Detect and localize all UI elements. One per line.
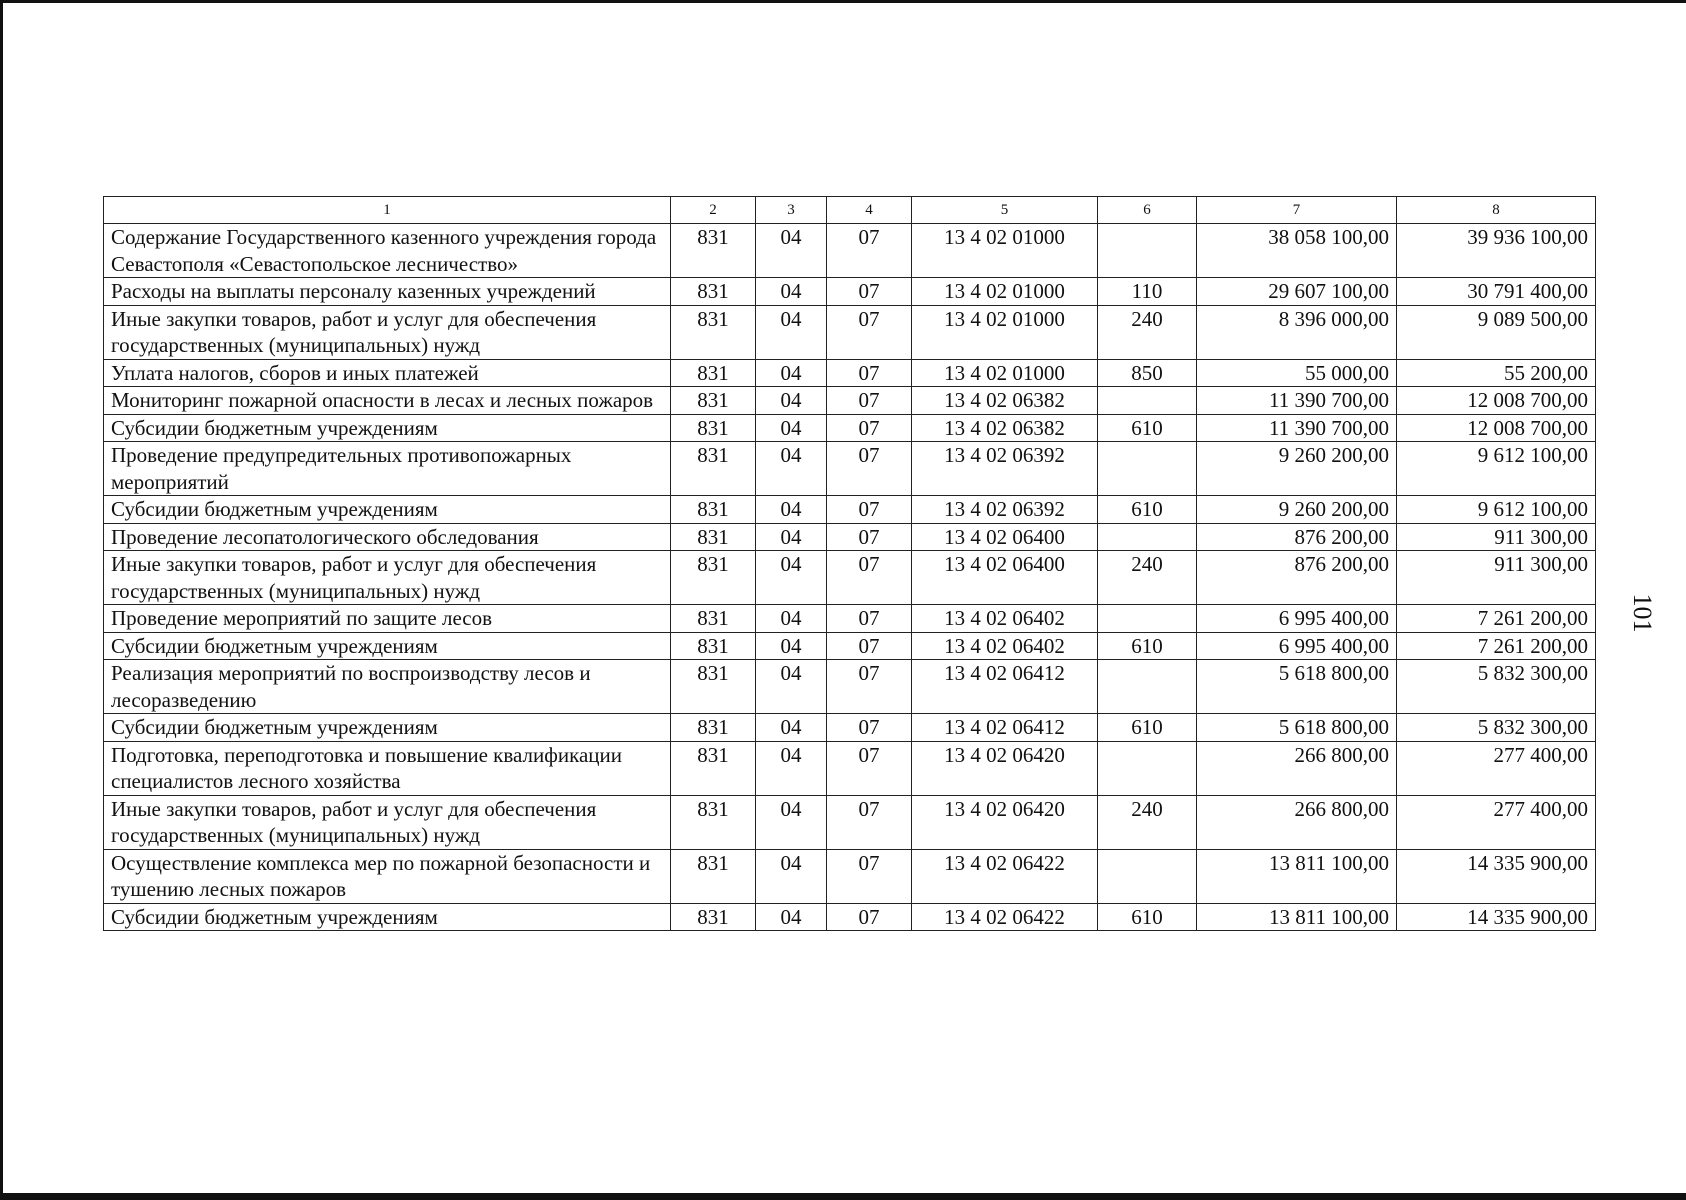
section-code-cell: 04	[756, 523, 827, 551]
amount-year2-cell: 9 089 500,00	[1397, 305, 1596, 359]
grbs-code-cell: 831	[671, 224, 756, 278]
subsection-code-cell: 07	[827, 523, 912, 551]
subsection-code-cell: 07	[827, 849, 912, 903]
subsection-code-cell: 07	[827, 414, 912, 442]
grbs-code-cell: 831	[671, 496, 756, 524]
target-article-cell: 13 4 02 06422	[912, 903, 1098, 931]
section-code-cell: 04	[756, 903, 827, 931]
grbs-code-cell: 831	[671, 278, 756, 306]
budget-table	[103, 196, 1596, 931]
column-header: 8	[1397, 197, 1596, 224]
column-header: 4	[827, 197, 912, 224]
expense-type-cell	[1098, 442, 1197, 496]
expense-type-cell: 110	[1098, 278, 1197, 306]
column-number-row	[104, 197, 1596, 224]
amount-year1-cell: 5 618 800,00	[1197, 714, 1397, 742]
grbs-code-cell: 831	[671, 305, 756, 359]
subsection-code-cell: 07	[827, 224, 912, 278]
table-row	[104, 523, 1596, 551]
expense-type-cell	[1098, 523, 1197, 551]
table-row	[104, 903, 1596, 931]
amount-year1-cell: 29 607 100,00	[1197, 278, 1397, 306]
expense-type-cell: 240	[1098, 305, 1197, 359]
amount-year1-cell: 6 995 400,00	[1197, 605, 1397, 633]
column-header: 6	[1098, 197, 1197, 224]
amount-year1-cell: 266 800,00	[1197, 741, 1397, 795]
grbs-code-cell: 831	[671, 414, 756, 442]
amount-year1-cell: 13 811 100,00	[1197, 849, 1397, 903]
target-article-cell: 13 4 02 06402	[912, 605, 1098, 633]
grbs-code-cell: 831	[671, 551, 756, 605]
target-article-cell: 13 4 02 01000	[912, 224, 1098, 278]
section-code-cell: 04	[756, 414, 827, 442]
amount-year1-cell: 5 618 800,00	[1197, 660, 1397, 714]
target-article-cell: 13 4 02 06412	[912, 660, 1098, 714]
expense-type-cell	[1098, 387, 1197, 415]
grbs-code-cell: 831	[671, 387, 756, 415]
target-article-cell: 13 4 02 06392	[912, 442, 1098, 496]
row-name-cell: Проведение лесопатологического обследования	[104, 523, 671, 551]
grbs-code-cell: 831	[671, 632, 756, 660]
row-name-cell: Содержание Государственного казенного учреждения города Севастополя «Севастопольское лесничество»	[104, 224, 671, 278]
grbs-code-cell: 831	[671, 741, 756, 795]
grbs-code-cell: 831	[671, 660, 756, 714]
amount-year1-cell: 55 000,00	[1197, 359, 1397, 387]
amount-year1-cell: 6 995 400,00	[1197, 632, 1397, 660]
section-code-cell: 04	[756, 795, 827, 849]
subsection-code-cell: 07	[827, 496, 912, 524]
amount-year1-cell: 13 811 100,00	[1197, 903, 1397, 931]
row-name-cell: Проведение мероприятий по защите лесов	[104, 605, 671, 633]
table-row	[104, 305, 1596, 359]
table-row	[104, 442, 1596, 496]
amount-year1-cell: 11 390 700,00	[1197, 414, 1397, 442]
expense-type-cell: 610	[1098, 632, 1197, 660]
amount-year1-cell: 9 260 200,00	[1197, 496, 1397, 524]
expense-type-cell	[1098, 741, 1197, 795]
row-name-cell: Субсидии бюджетным учреждениям	[104, 496, 671, 524]
subsection-code-cell: 07	[827, 741, 912, 795]
amount-year2-cell: 9 612 100,00	[1397, 442, 1596, 496]
table-row	[104, 849, 1596, 903]
grbs-code-cell: 831	[671, 359, 756, 387]
target-article-cell: 13 4 02 06402	[912, 632, 1098, 660]
amount-year2-cell: 7 261 200,00	[1397, 632, 1596, 660]
section-code-cell: 04	[756, 278, 827, 306]
grbs-code-cell: 831	[671, 605, 756, 633]
grbs-code-cell: 831	[671, 523, 756, 551]
section-code-cell: 04	[756, 224, 827, 278]
subsection-code-cell: 07	[827, 632, 912, 660]
section-code-cell: 04	[756, 551, 827, 605]
grbs-code-cell: 831	[671, 795, 756, 849]
expense-type-cell: 610	[1098, 496, 1197, 524]
grbs-code-cell: 831	[671, 903, 756, 931]
column-header: 3	[756, 197, 827, 224]
amount-year2-cell: 5 832 300,00	[1397, 714, 1596, 742]
table-row	[104, 551, 1596, 605]
table-row	[104, 359, 1596, 387]
amount-year2-cell: 277 400,00	[1397, 741, 1596, 795]
subsection-code-cell: 07	[827, 305, 912, 359]
amount-year2-cell: 30 791 400,00	[1397, 278, 1596, 306]
grbs-code-cell: 831	[671, 714, 756, 742]
section-code-cell: 04	[756, 496, 827, 524]
row-name-cell: Мониторинг пожарной опасности в лесах и лесных пожаров	[104, 387, 671, 415]
target-article-cell: 13 4 02 01000	[912, 278, 1098, 306]
section-code-cell: 04	[756, 605, 827, 633]
table-row	[104, 387, 1596, 415]
subsection-code-cell: 07	[827, 551, 912, 605]
scan-border-top	[0, 0, 1686, 3]
amount-year2-cell: 55 200,00	[1397, 359, 1596, 387]
target-article-cell: 13 4 02 06420	[912, 741, 1098, 795]
target-article-cell: 13 4 02 01000	[912, 359, 1098, 387]
subsection-code-cell: 07	[827, 359, 912, 387]
expense-type-cell: 610	[1098, 903, 1197, 931]
subsection-code-cell: 07	[827, 387, 912, 415]
amount-year1-cell: 11 390 700,00	[1197, 387, 1397, 415]
table-row	[104, 714, 1596, 742]
amount-year2-cell: 5 832 300,00	[1397, 660, 1596, 714]
grbs-code-cell: 831	[671, 849, 756, 903]
target-article-cell: 13 4 02 06420	[912, 795, 1098, 849]
expense-type-cell	[1098, 660, 1197, 714]
column-header: 5	[912, 197, 1098, 224]
amount-year2-cell: 911 300,00	[1397, 551, 1596, 605]
row-name-cell: Субсидии бюджетным учреждениям	[104, 714, 671, 742]
amount-year1-cell: 8 396 000,00	[1197, 305, 1397, 359]
amount-year2-cell: 9 612 100,00	[1397, 496, 1596, 524]
amount-year2-cell: 39 936 100,00	[1397, 224, 1596, 278]
section-code-cell: 04	[756, 714, 827, 742]
table-row	[104, 741, 1596, 795]
subsection-code-cell: 07	[827, 660, 912, 714]
expense-type-cell: 240	[1098, 551, 1197, 605]
amount-year1-cell: 876 200,00	[1197, 551, 1397, 605]
amount-year1-cell: 9 260 200,00	[1197, 442, 1397, 496]
table-row	[104, 496, 1596, 524]
target-article-cell: 13 4 02 06400	[912, 523, 1098, 551]
target-article-cell: 13 4 02 01000	[912, 305, 1098, 359]
target-article-cell: 13 4 02 06422	[912, 849, 1098, 903]
row-name-cell: Иные закупки товаров, работ и услуг для обеспечения государственных (муниципальных) нужд	[104, 795, 671, 849]
amount-year2-cell: 277 400,00	[1397, 795, 1596, 849]
table-body	[104, 224, 1596, 931]
section-code-cell: 04	[756, 387, 827, 415]
expense-type-cell: 610	[1098, 714, 1197, 742]
target-article-cell: 13 4 02 06382	[912, 387, 1098, 415]
row-name-cell: Иные закупки товаров, работ и услуг для обеспечения государственных (муниципальных) нужд	[104, 551, 671, 605]
expense-type-cell	[1098, 849, 1197, 903]
target-article-cell: 13 4 02 06412	[912, 714, 1098, 742]
section-code-cell: 04	[756, 305, 827, 359]
expense-type-cell: 610	[1098, 414, 1197, 442]
row-name-cell: Уплата налогов, сборов и иных платежей	[104, 359, 671, 387]
section-code-cell: 04	[756, 632, 827, 660]
table-row	[104, 224, 1596, 278]
scan-border-bottom	[0, 1193, 1686, 1200]
target-article-cell: 13 4 02 06392	[912, 496, 1098, 524]
section-code-cell: 04	[756, 359, 827, 387]
table-row	[104, 660, 1596, 714]
target-article-cell: 13 4 02 06382	[912, 414, 1098, 442]
row-name-cell: Субсидии бюджетным учреждениям	[104, 632, 671, 660]
amount-year2-cell: 12 008 700,00	[1397, 414, 1596, 442]
section-code-cell: 04	[756, 849, 827, 903]
expense-type-cell: 240	[1098, 795, 1197, 849]
scan-border-left	[0, 0, 3, 1200]
grbs-code-cell: 831	[671, 442, 756, 496]
subsection-code-cell: 07	[827, 442, 912, 496]
row-name-cell: Расходы на выплаты персоналу казенных учреждений	[104, 278, 671, 306]
row-name-cell: Реализация мероприятий по воспроизводству лесов и лесоразведению	[104, 660, 671, 714]
row-name-cell: Субсидии бюджетным учреждениям	[104, 414, 671, 442]
expense-type-cell	[1098, 605, 1197, 633]
amount-year1-cell: 876 200,00	[1197, 523, 1397, 551]
section-code-cell: 04	[756, 442, 827, 496]
amount-year2-cell: 7 261 200,00	[1397, 605, 1596, 633]
amount-year2-cell: 911 300,00	[1397, 523, 1596, 551]
page-number: 101	[1628, 593, 1657, 633]
row-name-cell: Осуществление комплекса мер по пожарной безопасности и тушению лесных пожаров	[104, 849, 671, 903]
amount-year2-cell: 12 008 700,00	[1397, 387, 1596, 415]
section-code-cell: 04	[756, 741, 827, 795]
subsection-code-cell: 07	[827, 903, 912, 931]
column-header: 7	[1197, 197, 1397, 224]
row-name-cell: Проведение предупредительных противопожарных мероприятий	[104, 442, 671, 496]
expense-type-cell	[1098, 224, 1197, 278]
target-article-cell: 13 4 02 06400	[912, 551, 1098, 605]
row-name-cell: Подготовка, переподготовка и повышение квалификации специалистов лесного хозяйства	[104, 741, 671, 795]
table-row	[104, 414, 1596, 442]
column-header: 2	[671, 197, 756, 224]
subsection-code-cell: 07	[827, 795, 912, 849]
subsection-code-cell: 07	[827, 605, 912, 633]
amount-year1-cell: 38 058 100,00	[1197, 224, 1397, 278]
amount-year1-cell: 266 800,00	[1197, 795, 1397, 849]
amount-year2-cell: 14 335 900,00	[1397, 849, 1596, 903]
table-row	[104, 632, 1596, 660]
column-header: 1	[104, 197, 671, 224]
subsection-code-cell: 07	[827, 714, 912, 742]
expense-type-cell: 850	[1098, 359, 1197, 387]
table-row	[104, 605, 1596, 633]
section-code-cell: 04	[756, 660, 827, 714]
row-name-cell: Иные закупки товаров, работ и услуг для обеспечения государственных (муниципальных) нужд	[104, 305, 671, 359]
table-row	[104, 795, 1596, 849]
subsection-code-cell: 07	[827, 278, 912, 306]
table-row	[104, 278, 1596, 306]
row-name-cell: Субсидии бюджетным учреждениям	[104, 903, 671, 931]
amount-year2-cell: 14 335 900,00	[1397, 903, 1596, 931]
